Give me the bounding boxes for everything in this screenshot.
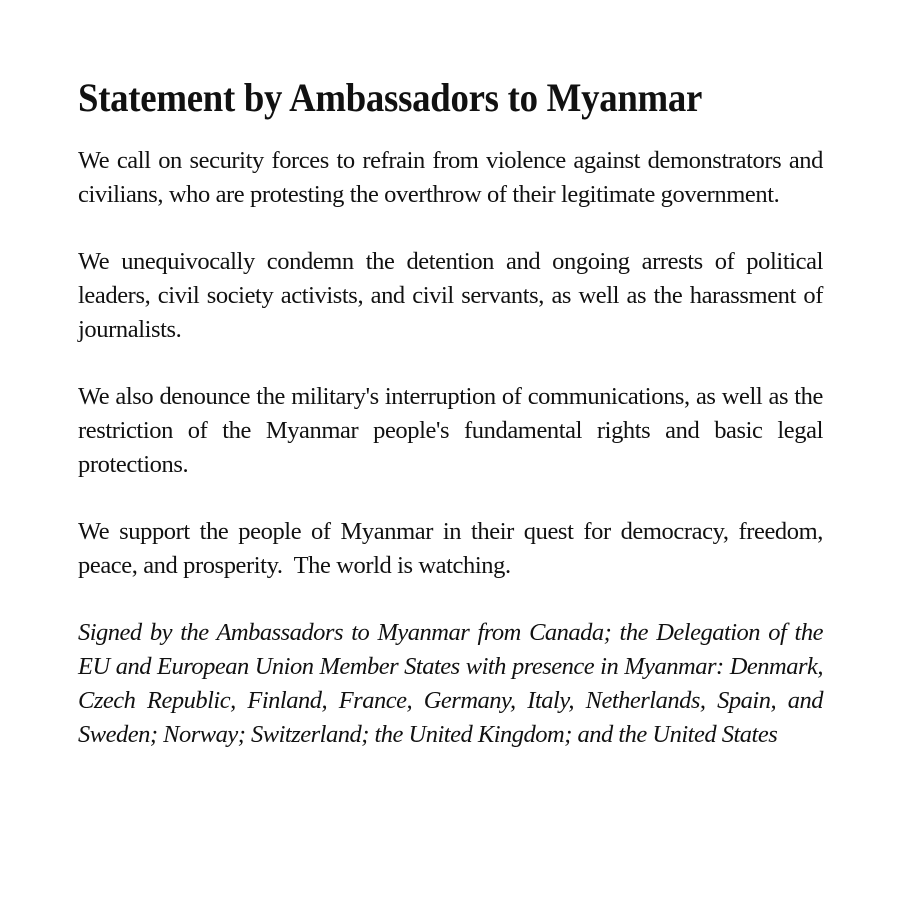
signatories-statement: Signed by the Ambassadors to Myanmar from Canada; the Delegation of the EU and European Union Member States with presence in Myanmar: Denmark, Czech Republic, Finland, France, Germany, Italy, Netherlands, Spain, and Sweden; Norway; Switzerland; the United Kingdom; and the United States [78,619,823,748]
paragraph-condemn-detention: We unequivocally condemn the detention and ongoing arrests of political leaders, civil society activists, and civil servants, as well as the harassment of journalists. [78,248,823,343]
paragraph-call-to-refrain: We call on security forces to refrain from violence against demonstrators and civilians, who are protesting the overthrow of their legitimate government. [78,147,823,208]
statement-document [78,72,829,752]
statement-title: Statement by Ambassadors to Myanmar [78,75,703,120]
paragraph-denounce-interruption: We also denounce the military's interruption of communications, as well as the restriction of the Myanmar people's fundamental rights and basic legal protections. [78,383,823,478]
paragraph-support-people: We support the people of Myanmar in their quest for democracy, freedom, peace, and prosperity. The world is watching. [78,518,829,579]
